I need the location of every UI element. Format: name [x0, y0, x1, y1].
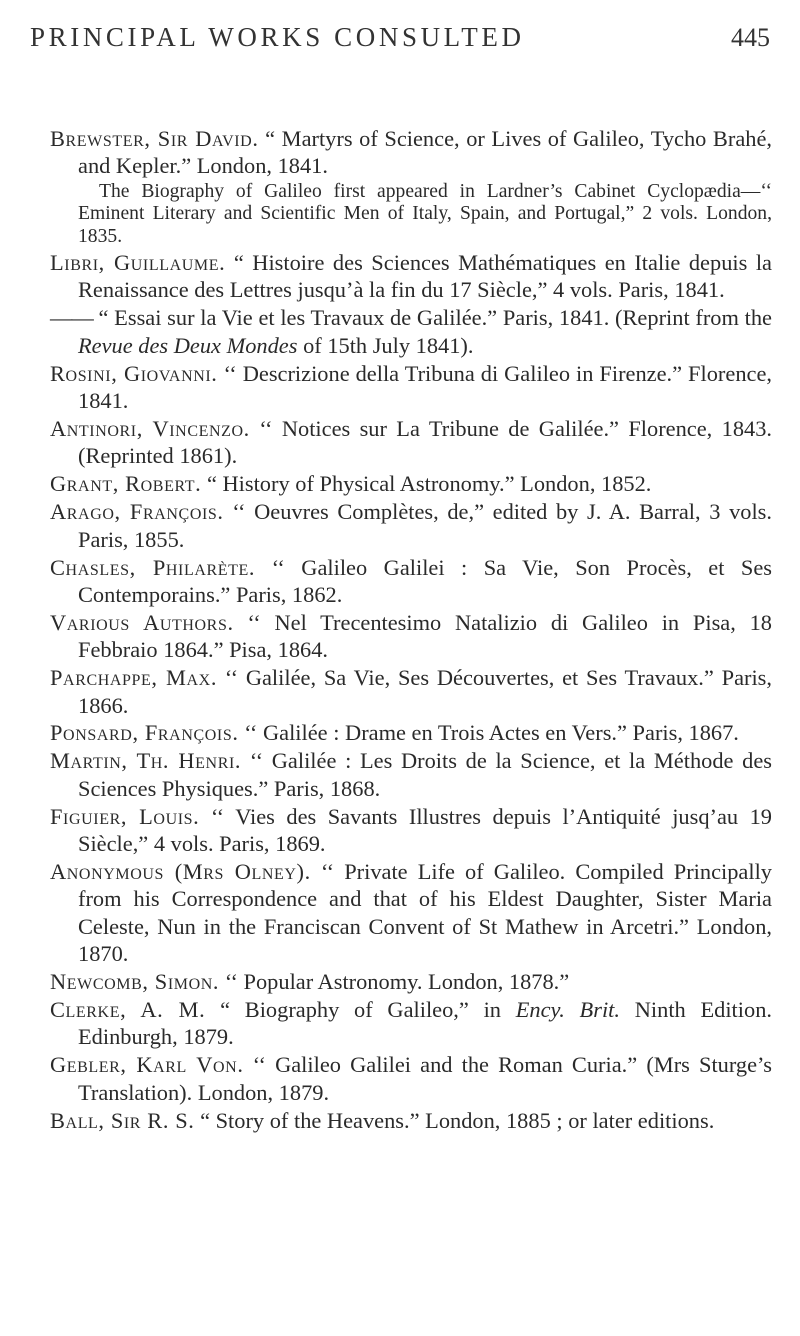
entry-author: Grant, Robert. — [50, 471, 202, 497]
entry-author: Arago, François. — [50, 499, 224, 525]
bibliography-entry — [50, 304, 772, 359]
bibliography-entry — [50, 609, 772, 664]
entry-text: ‘‘ Galilée : Drame en Trois Actes en Vers.” Paris, 1867. — [238, 720, 739, 746]
page-number: 445 — [731, 23, 770, 52]
entry-author: Ball, Sir R. S. — [50, 1107, 195, 1133]
bibliography-entry — [50, 719, 772, 746]
entry-author: Libri, Guillaume. — [50, 250, 226, 276]
entry-text: “ Histoire des Sciences Mathématiques en Italie depuis la Renaissance des Lettres jusqu’à la fin du 17 Siècle,” 4 vols. Paris, 1841. — [78, 250, 772, 303]
entry-text: ‘‘ Oeuvres Complètes, de,” edited by J. A. Barral, 3 vols. Paris, 1855. — [78, 499, 772, 552]
entry-text: ‘‘ Notices sur La Tribune de Galilée.” Florence, 1843. (Reprinted 1861). — [78, 415, 772, 469]
bibliography-entry — [50, 996, 772, 1051]
entry-author: Various Authors. — [50, 609, 234, 635]
entry-author: Figuier, Louis. — [50, 803, 200, 829]
entry-author: Newcomb, Simon. — [50, 969, 220, 995]
entry-text: “ Story of the Heavens.” London, 1885 ; or later editions. — [194, 1107, 715, 1133]
entry-text: ‘‘ Descrizione della Tribuna di Galileo in Firenze.” Florence, 1841. — [78, 360, 772, 414]
bibliography-entry — [50, 1051, 772, 1106]
entry-text-after: of 15th July 1841). — [297, 332, 474, 358]
entry-text: “ Essai sur la Vie et les Travaux de Galilée.” Paris, 1841. (Reprint from the — [92, 305, 772, 331]
entry-italic-title: Ency. Brit. — [515, 997, 620, 1022]
entry-text: ‘‘ Galilée : Les Droits de la Science, et la Méthode des Sciences Physiques.” Paris, 1868. — [78, 748, 772, 801]
entry-note — [50, 181, 772, 248]
bibliography-entry — [50, 415, 772, 470]
bibliography-entry — [50, 125, 772, 180]
entry-author: Antinori, Vincenzo. — [50, 415, 250, 441]
bibliography-entry — [50, 360, 772, 415]
entry-italic-title: Revue des Deux Mondes — [78, 332, 298, 358]
entry-text-after: Ninth Edition. Edinburgh, 1879. — [78, 997, 772, 1050]
bibliography-entry — [50, 498, 772, 553]
entry-text: ‘‘ Popular Astronomy. London, 1878.” — [219, 969, 570, 995]
bibliography-entry — [50, 858, 772, 968]
entry-author: Rosini, Giovanni. — [50, 360, 218, 386]
entry-author: Martin, Th. Henri. — [50, 748, 242, 774]
bibliography-entry — [50, 1107, 772, 1134]
entry-author: Brewster, Sir David. — [50, 126, 259, 151]
bibliography-entry — [50, 803, 772, 858]
bibliography-entry — [50, 554, 772, 609]
entry-author: Anonymous (Mrs Olney). — [50, 858, 311, 884]
entry-text: “ Martyrs of Science, or Lives of Galileo, Tycho Brahé, and Kepler.” London, 1841. — [78, 126, 772, 179]
entry-text: ‘‘ Galileo Galilei : Sa Vie, Son Procès, et Ses Contemporains.” Paris, 1862. — [78, 554, 772, 607]
entry-text: ‘‘ Galilée, Sa Vie, Ses Découvertes, et Ses Travaux.” Paris, 1866. — [78, 665, 772, 718]
entry-text: “ Biography of Galileo,” in — [205, 997, 516, 1022]
bibliography-entry — [50, 664, 772, 719]
bibliography-entry — [50, 249, 772, 304]
bibliography-entry — [50, 747, 772, 802]
running-head: PRINCIPAL WORKS CONSULTED — [30, 22, 525, 52]
bibliography-entry — [50, 968, 772, 995]
entry-author: Clerke, A. M. — [50, 997, 206, 1022]
entry-author: Gebler, Karl Von. — [50, 1052, 244, 1078]
entry-text: ‘‘ Vies des Savants Illustres depuis l’Antiquité jusq’au 19 Siècle,” 4 vols. Paris, 1869. — [78, 803, 772, 857]
entry-author: Chasles, Philarète. — [50, 554, 256, 580]
entry-author: Ponsard, François. — [50, 720, 239, 746]
ditto-dash: —— — [50, 305, 93, 331]
entry-text: ‘‘ Galileo Galilei and the Roman Curia.” (Mrs Sturge’s Translation). London, 1879. — [78, 1052, 772, 1105]
page-header — [30, 22, 770, 62]
entry-text: ‘‘ Private Life of Galileo. Compiled Principally from his Correspondence and that of his Eldest Daughter, Sister Maria Celeste, Nun in the Franciscan Convent of St Mathew in Arcetri.” London, 1870. — [78, 858, 772, 967]
entry-text: ‘‘ Nel Trecentesimo Natalizio di Galileo in Pisa, 18 Febbraio 1864.” Pisa, 1864. — [78, 609, 772, 663]
entry-author: Parchappe, Max. — [50, 665, 218, 691]
entry-note-text: The Biography of Galileo first appeared in Lardner’s Cabinet Cyclopædia—‘‘ Eminent Literary and Scientific Men of Italy, Spain, and Portugal,” 2 vols. London, 1835. — [78, 180, 772, 247]
bibliography-entry — [50, 470, 772, 497]
bibliography-list — [50, 125, 772, 1135]
entry-text: “ History of Physical Astronomy.” London, 1852. — [201, 471, 652, 497]
